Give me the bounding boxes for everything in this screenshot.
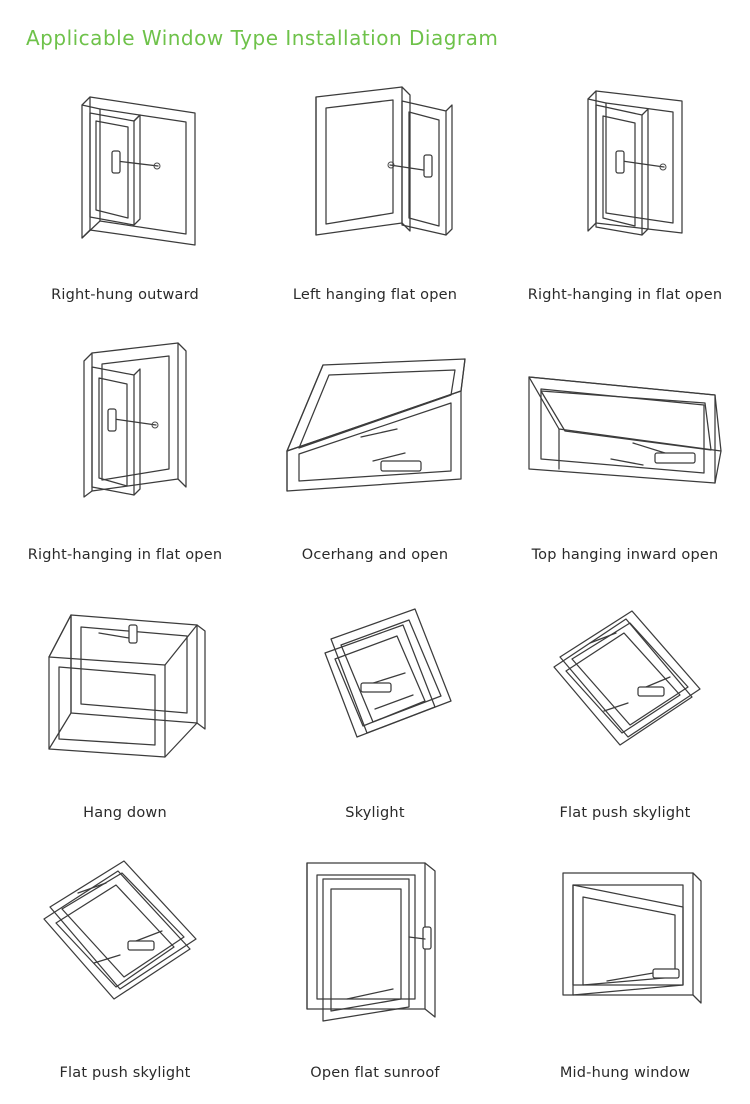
diagram-caption: Right-hanging in flat open (27, 547, 223, 563)
diagram-cell-hang-down (0, 586, 250, 844)
diagram-cell-right-hanging-in-flat-open-2 (0, 328, 250, 586)
window-open-flat-sunroof-icon (255, 844, 495, 1044)
window-casement-inward-icon (5, 328, 245, 528)
window-hopper-down-icon (5, 586, 245, 786)
diagram-caption: Top hanging inward open (531, 547, 719, 563)
diagram-cell-right-hanging-in-flat-open (500, 70, 750, 328)
diagram-caption: Hang down (83, 805, 167, 821)
diagram-cell-open-flat-sunroof (250, 844, 500, 1102)
diagram-cell-ocerhang-and-open (250, 328, 500, 586)
window-awning-overhang-icon (255, 328, 495, 528)
diagram-caption: Flat push skylight (59, 1065, 191, 1081)
window-mid-hung-icon (505, 844, 745, 1044)
window-casement-left-icon (255, 70, 495, 270)
window-flat-push-skylight-icon (505, 586, 745, 786)
diagram-caption: Open flat sunroof (310, 1065, 440, 1081)
window-type-grid (0, 70, 750, 1102)
diagram-cell-flat-push-skylight-2 (0, 844, 250, 1102)
window-casement-right-icon (505, 70, 745, 270)
window-top-hung-inward-icon (505, 328, 745, 528)
diagram-row (0, 586, 750, 844)
diagram-cell-left-hanging-flat-open (250, 70, 500, 328)
diagram-row (0, 844, 750, 1102)
diagram-cell-skylight (250, 586, 500, 844)
diagram-row (0, 70, 750, 328)
diagram-caption: Ocerhang and open (301, 547, 449, 563)
diagram-caption: Flat push skylight (559, 805, 691, 821)
page-title: Applicable Window Type Installation Diagram (26, 26, 499, 50)
diagram-caption: Left hanging flat open (292, 287, 458, 303)
window-casement-outward-icon (5, 70, 245, 270)
diagram-caption: Right-hanging in flat open (527, 287, 723, 303)
diagram-cell-top-hanging-inward-open (500, 328, 750, 586)
diagram-cell-right-hung-outward (0, 70, 250, 328)
diagram-row (0, 328, 750, 586)
diagram-caption: Right-hung outward (51, 287, 199, 303)
diagram-caption: Mid-hung window (559, 1065, 691, 1081)
window-skylight-icon (255, 586, 495, 786)
diagram-cell-mid-hung-window (500, 844, 750, 1102)
window-flat-push-skylight-alt-icon (5, 844, 245, 1044)
diagram-caption: Skylight (345, 805, 405, 821)
diagram-cell-flat-push-skylight (500, 586, 750, 844)
